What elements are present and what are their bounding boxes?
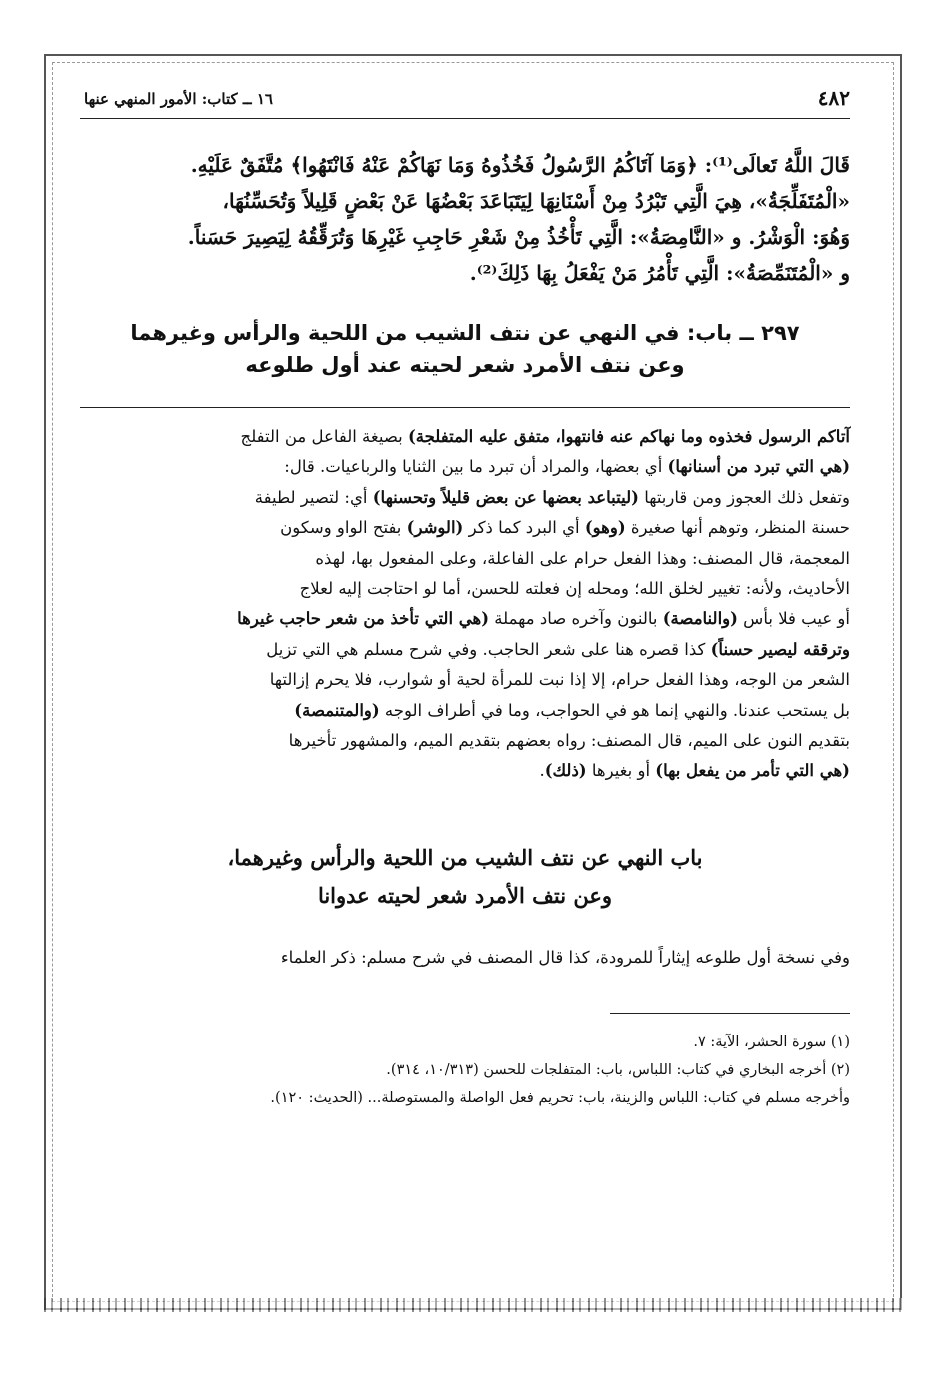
commentary-line — [80, 726, 850, 756]
commentary-line — [80, 696, 850, 726]
chapter-title — [80, 317, 850, 381]
quoted-text: وترققه ليصير حسناً) — [710, 639, 850, 659]
commentary-line — [80, 422, 850, 452]
quoted-text: (الوشر) — [406, 518, 464, 538]
commentary-segment: حسنة المنظر، وتوهم أنها صغيرة — [625, 518, 850, 538]
quoted-text: (هي التي تأخذ من شعر حاجب غيرها — [237, 609, 490, 629]
commentary-segment: الأحاديث، ولأنه: تغيير لخلق الله؛ ومحله إن فعلته للحسن، أما لو احتاجت إليه لعلاج — [299, 579, 850, 599]
commentary-segment: وتفعل ذلك العجوز ومن قاربتها — [638, 487, 850, 507]
commentary-segment: أي البرد كما ذكر — [463, 518, 585, 538]
hadith-text — [80, 147, 850, 291]
commentary-line — [80, 483, 850, 513]
commentary-segment: أو عيب فلا بأس — [737, 609, 850, 629]
quoted-text: (والنامصة) — [662, 609, 738, 629]
commentary-separator — [80, 407, 850, 408]
commentary-segment: بل يستحب عندنا. والنهي إنما هو في الحواجب، وما في أطراف الوجه — [379, 700, 850, 720]
running-head: ١٦ ــ كتاب: الأمور المنهي عنها — [84, 90, 273, 108]
footnote: (٢) أخرجه البخاري في كتاب: اللباس، باب: المتفلجات للحسن (١٠/٣١٣، ٣١٤). — [386, 1061, 850, 1078]
hadith-line: «الْمُتَفَلِّجَةُ»، هِيَ الَّتِي تَبْرُدُ مِنْ أَسْنَانِهَا لِيَتَبَاعَدَ بَعْضُهَا عَنْ بَعْضٍ قَلِيلاً وَتُحَسِّنُهَا، — [222, 189, 850, 213]
footnote: (١) سورة الحشر، الآية: ٧. — [693, 1033, 850, 1050]
quoted-text: (ذلك) — [544, 761, 587, 781]
commentary-paragraph: وفي نسخة أول طلوعه إيثاراً للمرودة، كذا قال المصنف في شرح مسلم: ذكر العلماء — [280, 947, 850, 967]
commentary-line — [80, 665, 850, 695]
commentary-line — [80, 544, 850, 574]
commentary-segment: الشعر من الوجه، وهذا الفعل حرام، إلا إذا نبت للمرأة لحية أو شوارب، فلا يحرم إزالتها — [269, 670, 850, 690]
commentary-segment: بتقديم النون على الميم، قال المصنف: رواه بعضهم بتقديم الميم، والمشهور تأخيرها — [288, 731, 850, 751]
footnotes — [80, 1028, 850, 1112]
quoted-text: (هي التي تأمر من يفعل بها) — [655, 761, 850, 781]
chapter-title-line: ٢٩٧ ــ باب: في النهي عن نتف الشيب من اللحية والرأس وغيرهما — [130, 321, 800, 345]
commentary-segment: أي: لتصير لطيفة — [254, 487, 373, 507]
hadith-line: وَهُوَ: الْوَشْرُ. و «النَّامِصَةُ»: الَّتِي تَأْخُذُ مِنْ شَعْرِ حَاجِبِ غَيْرِهَا وَتُرَقِّقُهُ لِيَصِيرَ حَسَناً. — [187, 225, 850, 249]
commentary-segment: كذا قصره هنا على شعر الحاجب. وفي شرح مسلم هي التي تزيل — [266, 639, 711, 659]
quoted-text: (وهو) — [584, 518, 626, 538]
quoted-text: آتاكم الرسول فخذوه وما نهاكم عنه فانتهوا، متفق عليه المتفلجة) — [408, 427, 850, 446]
commentary-line — [80, 513, 850, 543]
commentary-segment: أي بعضها، والمراد أن تبرد ما بين الثنايا والرباعيات. قال: — [284, 457, 668, 477]
hadith-line: و «الْمُتَنَمِّصَةُ»: الَّتِي تَأْمُرُ مَنْ يَفْعَلُ بِهَا ذَلِكَ⁽²⁾. — [469, 261, 850, 285]
quoted-text: (والمتنمصة) — [294, 700, 380, 720]
quoted-text: (ليتباعد بعضها عن بعض قليلاً وتحسنها) — [372, 487, 639, 507]
commentary-line — [80, 604, 850, 634]
commentary-chapter-title-line: باب النهي عن نتف الشيب من اللحية والرأس وغيرهما، — [227, 844, 703, 870]
hadith-line: قَالَ اللَّهُ تَعالَى⁽¹⁾: ﴿وَمَا آتَاكُمُ الرَّسُولُ فَخُذُوهُ وَمَا نَهَاكُمْ عَنْهُ فَانْتَهُوا﴾ مُتَّفَقٌ عَلَيْهِ. — [190, 153, 850, 177]
ornamental-border-bottom — [44, 1298, 902, 1312]
commentary-line — [80, 635, 850, 665]
commentary-line — [80, 574, 850, 604]
quoted-text: (هي التي تبرد من أسنانها) — [667, 457, 850, 477]
page-number: ٤٨٢ — [817, 86, 850, 110]
commentary-line — [80, 756, 850, 786]
commentary-text — [80, 422, 850, 787]
commentary-line — [80, 452, 850, 482]
commentary-chapter-title — [80, 839, 850, 915]
footnote: وأخرجه مسلم في كتاب: اللباس والزينة، باب: تحريم فعل الواصلة والمستوصلة... (الحديث: ١٢٠). — [270, 1089, 850, 1106]
commentary-segment: بالنون وآخره صاد مهملة — [489, 609, 663, 629]
commentary-segment: المعجمة، قال المصنف: وهذا الفعل حرام على الفاعلة، وعلى المفعول بها، لهذه — [315, 548, 850, 568]
book-page — [80, 84, 850, 1294]
chapter-title-line: وعن نتف الأمرد شعر لحيته عند أول طلوعه — [245, 353, 685, 377]
page-header — [80, 84, 850, 119]
footnote-separator — [610, 1013, 850, 1014]
commentary-segment: أو بغيرها — [586, 761, 656, 781]
commentary-segment: بصيغة الفاعل من التفلج — [240, 427, 408, 446]
commentary-chapter-title-line: وعن نتف الأمرد شعر لحيته عدوانا — [317, 882, 613, 908]
commentary-segment: بفتح الواو وسكون — [280, 518, 407, 538]
commentary-segment: . — [539, 761, 545, 781]
